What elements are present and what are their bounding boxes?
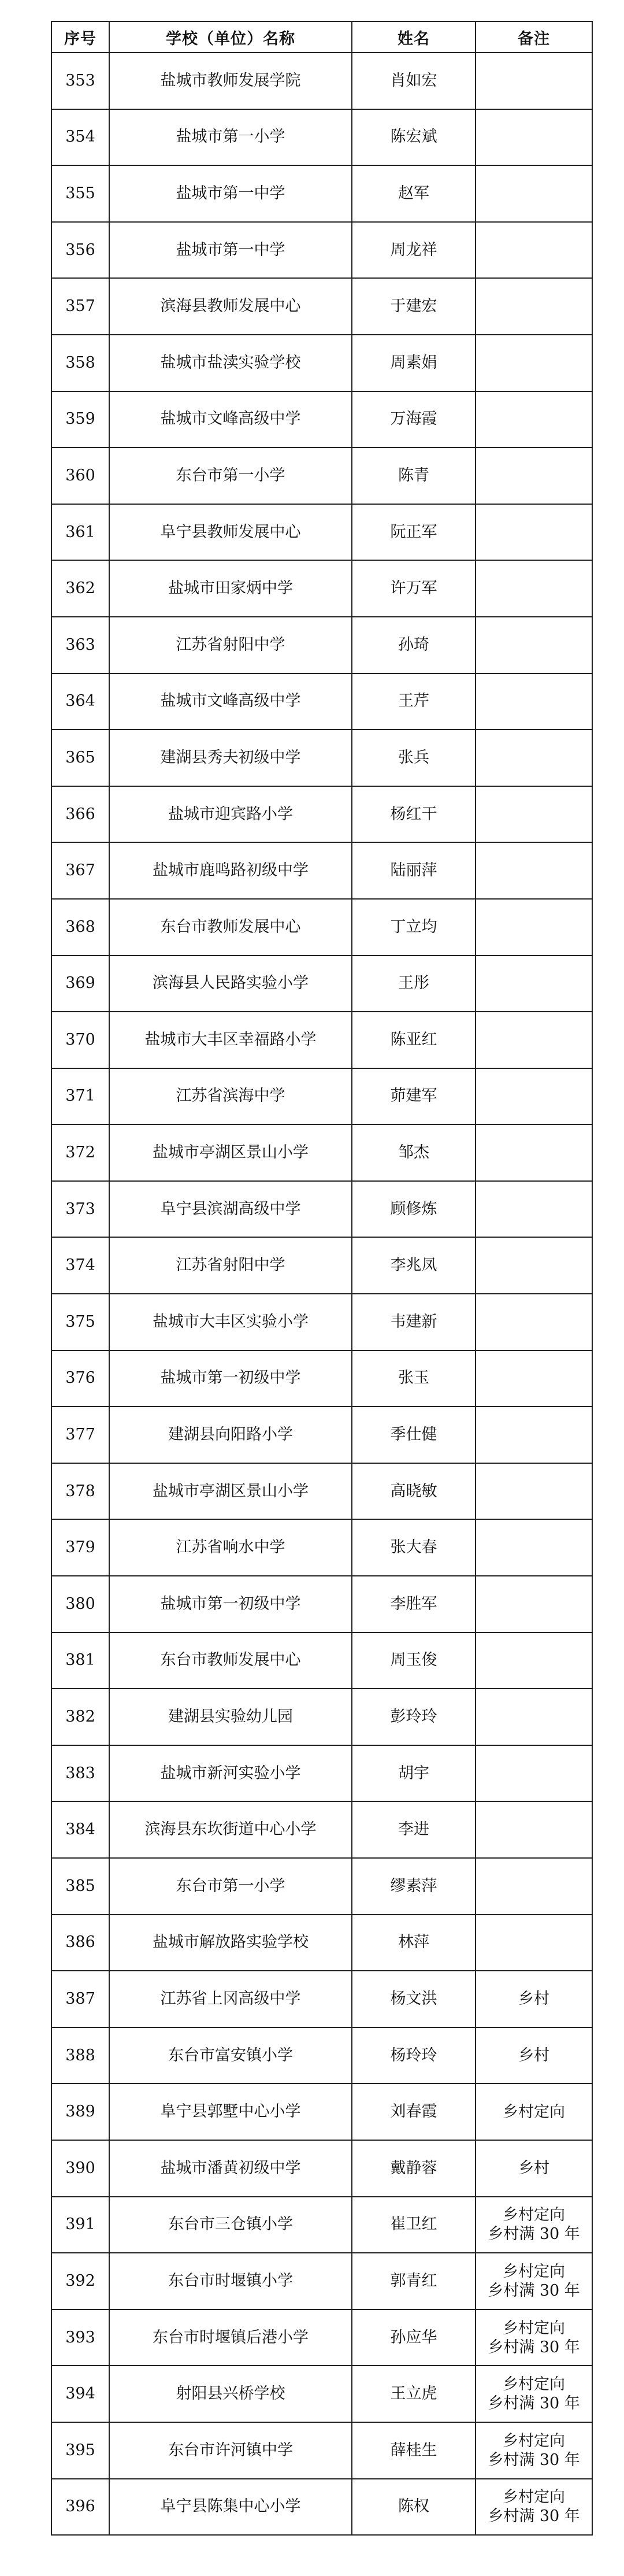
table-row	[51, 1068, 592, 1125]
cell-name: 张兵	[352, 730, 476, 786]
cell-name: 顾修炼	[352, 1181, 476, 1238]
cell-school: 盐城市迎宾路小学	[109, 786, 352, 843]
cell-index: 390	[51, 2140, 109, 2197]
cell-name: 杨玲玲	[352, 2027, 476, 2084]
cell-name: 陈亚红	[352, 1012, 476, 1068]
cell-index: 392	[51, 2253, 109, 2309]
table-row	[51, 335, 592, 391]
cell-note	[476, 786, 592, 843]
table-row	[51, 504, 592, 561]
cell-index: 386	[51, 1915, 109, 1971]
table-row	[51, 1689, 592, 1745]
cell-note	[476, 1745, 592, 1802]
cell-name: 张玉	[352, 1350, 476, 1407]
cell-name: 郭青红	[352, 2253, 476, 2309]
cell-index: 374	[51, 1237, 109, 1294]
cell-note	[476, 335, 592, 391]
table-row	[51, 730, 592, 786]
cell-school: 盐城市田家炳中学	[109, 560, 352, 617]
cell-index: 361	[51, 504, 109, 561]
cell-school: 阜宁县滨湖高级中学	[109, 1181, 352, 1238]
table-row	[51, 673, 592, 730]
cell-name: 杨红干	[352, 786, 476, 843]
cell-school: 盐城市文峰高级中学	[109, 673, 352, 730]
cell-note	[476, 2197, 592, 2253]
note-line: 乡村定向	[503, 2319, 565, 2337]
header-school: 学校（单位）名称	[109, 21, 352, 53]
table-row	[51, 1745, 592, 1802]
cell-name: 许万军	[352, 560, 476, 617]
table-row	[51, 2366, 592, 2422]
cell-index: 355	[51, 165, 109, 222]
cell-name: 赵军	[352, 165, 476, 222]
cell-note	[476, 1915, 592, 1971]
cell-index: 382	[51, 1689, 109, 1745]
cell-index: 371	[51, 1068, 109, 1125]
header-row	[51, 21, 592, 53]
cell-school: 江苏省射阳中学	[109, 1237, 352, 1294]
note-line: 乡村定向	[503, 2488, 565, 2507]
note-line: 乡村满 30 年	[488, 2225, 580, 2244]
cell-school: 东台市时堰镇后港小学	[109, 2309, 352, 2366]
cell-school: 盐城市大丰区幸福路小学	[109, 1012, 352, 1068]
table-row	[51, 1576, 592, 1633]
table-row	[51, 560, 592, 617]
cell-note	[476, 2027, 592, 2084]
cell-name: 彭玲玲	[352, 1689, 476, 1745]
cell-note	[476, 842, 592, 899]
cell-index: 373	[51, 1181, 109, 1238]
cell-school: 盐城市潘黄初级中学	[109, 2140, 352, 2197]
cell-note	[476, 1124, 592, 1181]
cell-school: 盐城市解放路实验学校	[109, 1915, 352, 1971]
cell-index: 357	[51, 278, 109, 335]
table-row	[51, 2083, 592, 2140]
table-row	[51, 2197, 592, 2253]
table-row	[51, 1237, 592, 1294]
cell-index: 391	[51, 2197, 109, 2253]
cell-name: 戴静蓉	[352, 2140, 476, 2197]
cell-note	[476, 53, 592, 109]
cell-school: 射阳县兴桥学校	[109, 2366, 352, 2422]
cell-index: 377	[51, 1407, 109, 1463]
note-line: 乡村满 30 年	[488, 2451, 580, 2469]
cell-school: 盐城市新河实验小学	[109, 1745, 352, 1802]
cell-index: 370	[51, 1012, 109, 1068]
cell-school: 盐城市亭湖区景山小学	[109, 1463, 352, 1520]
cell-note	[476, 222, 592, 279]
cell-school: 建湖县秀夫初级中学	[109, 730, 352, 786]
note-line: 乡村满 30 年	[488, 2507, 580, 2526]
cell-index: 372	[51, 1124, 109, 1181]
cell-school: 盐城市亭湖区景山小学	[109, 1124, 352, 1181]
table-row	[51, 278, 592, 335]
cell-note	[476, 1519, 592, 1576]
roster-table	[51, 21, 593, 2536]
table-row	[51, 447, 592, 504]
cell-note	[476, 956, 592, 1012]
cell-index: 359	[51, 391, 109, 448]
cell-school: 江苏省响水中学	[109, 1519, 352, 1576]
note-line: 乡村满 30 年	[488, 2394, 580, 2413]
cell-school: 盐城市文峰高级中学	[109, 391, 352, 448]
cell-name: 周玉俊	[352, 1633, 476, 1689]
note-line: 乡村定向	[503, 2103, 565, 2121]
cell-school: 东台市许河镇中学	[109, 2422, 352, 2479]
header-name: 姓名	[352, 21, 476, 53]
cell-note	[476, 1237, 592, 1294]
cell-index: 384	[51, 1801, 109, 1858]
cell-note	[476, 2366, 592, 2422]
cell-name: 陈青	[352, 447, 476, 504]
note-line: 乡村满 30 年	[488, 2338, 580, 2356]
cell-school: 东台市时堰镇小学	[109, 2253, 352, 2309]
cell-school: 盐城市第一中学	[109, 222, 352, 279]
cell-index: 395	[51, 2422, 109, 2479]
table-row	[51, 1294, 592, 1350]
cell-school: 滨海县教师发展中心	[109, 278, 352, 335]
cell-note	[476, 278, 592, 335]
table-row	[51, 53, 592, 109]
cell-school: 东台市教师发展中心	[109, 899, 352, 956]
cell-school: 江苏省上冈高级中学	[109, 1971, 352, 2027]
table-row	[51, 2027, 592, 2084]
cell-index: 354	[51, 109, 109, 166]
cell-school: 阜宁县郭墅中心小学	[109, 2083, 352, 2140]
cell-name: 刘春霞	[352, 2083, 476, 2140]
cell-name: 韦建新	[352, 1294, 476, 1350]
cell-note	[476, 447, 592, 504]
table-row	[51, 1407, 592, 1463]
cell-name: 邹杰	[352, 1124, 476, 1181]
cell-school: 盐城市第一中学	[109, 165, 352, 222]
cell-school: 建湖县实验幼儿园	[109, 1689, 352, 1745]
cell-index: 368	[51, 899, 109, 956]
table-row	[51, 2422, 592, 2479]
table-row	[51, 391, 592, 448]
cell-school: 阜宁县陈集中心小学	[109, 2479, 352, 2536]
cell-note	[476, 2479, 592, 2536]
cell-school: 滨海县人民路实验小学	[109, 956, 352, 1012]
cell-note	[476, 1971, 592, 2027]
cell-name: 周龙祥	[352, 222, 476, 279]
cell-index: 363	[51, 617, 109, 673]
cell-note	[476, 1350, 592, 1407]
table-row	[51, 1124, 592, 1181]
cell-name: 于建宏	[352, 278, 476, 335]
cell-index: 376	[51, 1350, 109, 1407]
cell-index: 387	[51, 1971, 109, 2027]
cell-name: 林萍	[352, 1915, 476, 1971]
cell-note	[476, 504, 592, 561]
cell-index: 366	[51, 786, 109, 843]
table-row	[51, 1519, 592, 1576]
cell-note	[476, 1689, 592, 1745]
cell-index: 360	[51, 447, 109, 504]
cell-index: 364	[51, 673, 109, 730]
cell-note	[476, 2309, 592, 2366]
cell-school: 盐城市盐渎实验学校	[109, 335, 352, 391]
cell-note	[476, 1068, 592, 1125]
cell-name: 薛桂生	[352, 2422, 476, 2479]
cell-name: 孙琦	[352, 617, 476, 673]
cell-note	[476, 2083, 592, 2140]
table-row	[51, 1633, 592, 1689]
cell-index: 385	[51, 1858, 109, 1915]
cell-name: 缪素萍	[352, 1858, 476, 1915]
cell-name: 陆丽萍	[352, 842, 476, 899]
cell-school: 盐城市第一小学	[109, 109, 352, 166]
cell-note	[476, 2253, 592, 2309]
table-row	[51, 786, 592, 843]
cell-name: 茆建军	[352, 1068, 476, 1125]
cell-school: 江苏省射阳中学	[109, 617, 352, 673]
cell-index: 378	[51, 1463, 109, 1520]
cell-note	[476, 1633, 592, 1689]
table-header	[51, 21, 592, 53]
table-row	[51, 1181, 592, 1238]
cell-name: 肖如宏	[352, 53, 476, 109]
cell-school: 东台市教师发展中心	[109, 1633, 352, 1689]
table-row	[51, 109, 592, 166]
cell-name: 李兆凤	[352, 1237, 476, 1294]
table-row	[51, 617, 592, 673]
cell-note	[476, 2422, 592, 2479]
cell-name: 万海霞	[352, 391, 476, 448]
cell-school: 滨海县东坎街道中心小学	[109, 1801, 352, 1858]
cell-index: 393	[51, 2309, 109, 2366]
table-row	[51, 2479, 592, 2536]
cell-note	[476, 1181, 592, 1238]
cell-index: 388	[51, 2027, 109, 2084]
cell-index: 394	[51, 2366, 109, 2422]
cell-name: 陈权	[352, 2479, 476, 2536]
note-line: 乡村满 30 年	[488, 2281, 580, 2300]
cell-school: 东台市三仓镇小学	[109, 2197, 352, 2253]
table-row	[51, 956, 592, 1012]
cell-name: 孙应华	[352, 2309, 476, 2366]
cell-index: 379	[51, 1519, 109, 1576]
table-row	[51, 2140, 592, 2197]
cell-index: 362	[51, 560, 109, 617]
table-row	[51, 2309, 592, 2366]
cell-index: 389	[51, 2083, 109, 2140]
cell-school: 盐城市鹿鸣路初级中学	[109, 842, 352, 899]
cell-name: 王彤	[352, 956, 476, 1012]
cell-note	[476, 2140, 592, 2197]
cell-name: 杨文洪	[352, 1971, 476, 2027]
cell-index: 381	[51, 1633, 109, 1689]
cell-index: 383	[51, 1745, 109, 1802]
table-row	[51, 1971, 592, 2027]
cell-note	[476, 1294, 592, 1350]
cell-note	[476, 165, 592, 222]
table-row	[51, 222, 592, 279]
cell-note	[476, 673, 592, 730]
cell-name: 胡宇	[352, 1745, 476, 1802]
header-note: 备注	[476, 21, 592, 53]
note-line: 乡村	[518, 1990, 549, 2008]
cell-index: 356	[51, 222, 109, 279]
table-row	[51, 1463, 592, 1520]
cell-name: 阮正军	[352, 504, 476, 561]
cell-note	[476, 391, 592, 448]
cell-name: 李进	[352, 1801, 476, 1858]
table-row	[51, 1012, 592, 1068]
cell-index: 380	[51, 1576, 109, 1633]
cell-note	[476, 1407, 592, 1463]
cell-school: 阜宁县教师发展中心	[109, 504, 352, 561]
note-line: 乡村	[518, 2046, 549, 2065]
cell-school: 盐城市教师发展学院	[109, 53, 352, 109]
note-line: 乡村定向	[503, 2206, 565, 2225]
cell-school: 盐城市第一初级中学	[109, 1350, 352, 1407]
cell-school: 建湖县向阳路小学	[109, 1407, 352, 1463]
cell-index: 375	[51, 1294, 109, 1350]
cell-note	[476, 1012, 592, 1068]
cell-note	[476, 560, 592, 617]
table-row	[51, 2253, 592, 2309]
table-row	[51, 165, 592, 222]
cell-index: 365	[51, 730, 109, 786]
cell-school: 盐城市大丰区实验小学	[109, 1294, 352, 1350]
note-line: 乡村定向	[503, 2375, 565, 2394]
cell-note	[476, 1576, 592, 1633]
cell-index: 358	[51, 335, 109, 391]
table-row	[51, 1350, 592, 1407]
cell-school: 东台市第一小学	[109, 447, 352, 504]
cell-note	[476, 109, 592, 166]
table-body	[51, 53, 592, 2535]
cell-index: 353	[51, 53, 109, 109]
cell-name: 高晓敏	[352, 1463, 476, 1520]
cell-name: 王立虎	[352, 2366, 476, 2422]
cell-index: 369	[51, 956, 109, 1012]
note-line: 乡村定向	[503, 2431, 565, 2450]
cell-note	[476, 617, 592, 673]
cell-school: 盐城市第一初级中学	[109, 1576, 352, 1633]
cell-school: 江苏省滨海中学	[109, 1068, 352, 1125]
cell-note	[476, 1801, 592, 1858]
cell-index: 367	[51, 842, 109, 899]
cell-name: 崔卫红	[352, 2197, 476, 2253]
cell-name: 丁立均	[352, 899, 476, 956]
note-line: 乡村定向	[503, 2262, 565, 2281]
table-row	[51, 1915, 592, 1971]
cell-school: 东台市第一小学	[109, 1858, 352, 1915]
cell-name: 张大春	[352, 1519, 476, 1576]
note-line: 乡村	[518, 2159, 549, 2178]
cell-note	[476, 899, 592, 956]
cell-school: 东台市富安镇小学	[109, 2027, 352, 2084]
cell-name: 周素娟	[352, 335, 476, 391]
cell-note	[476, 1463, 592, 1520]
table-row	[51, 842, 592, 899]
cell-note	[476, 1858, 592, 1915]
table-row	[51, 899, 592, 956]
table-row	[51, 1858, 592, 1915]
cell-name: 王芹	[352, 673, 476, 730]
cell-name: 季仕健	[352, 1407, 476, 1463]
cell-name: 李胜军	[352, 1576, 476, 1633]
header-index: 序号	[51, 21, 109, 53]
cell-name: 陈宏斌	[352, 109, 476, 166]
table-row	[51, 1801, 592, 1858]
cell-index: 396	[51, 2479, 109, 2536]
cell-note	[476, 730, 592, 786]
